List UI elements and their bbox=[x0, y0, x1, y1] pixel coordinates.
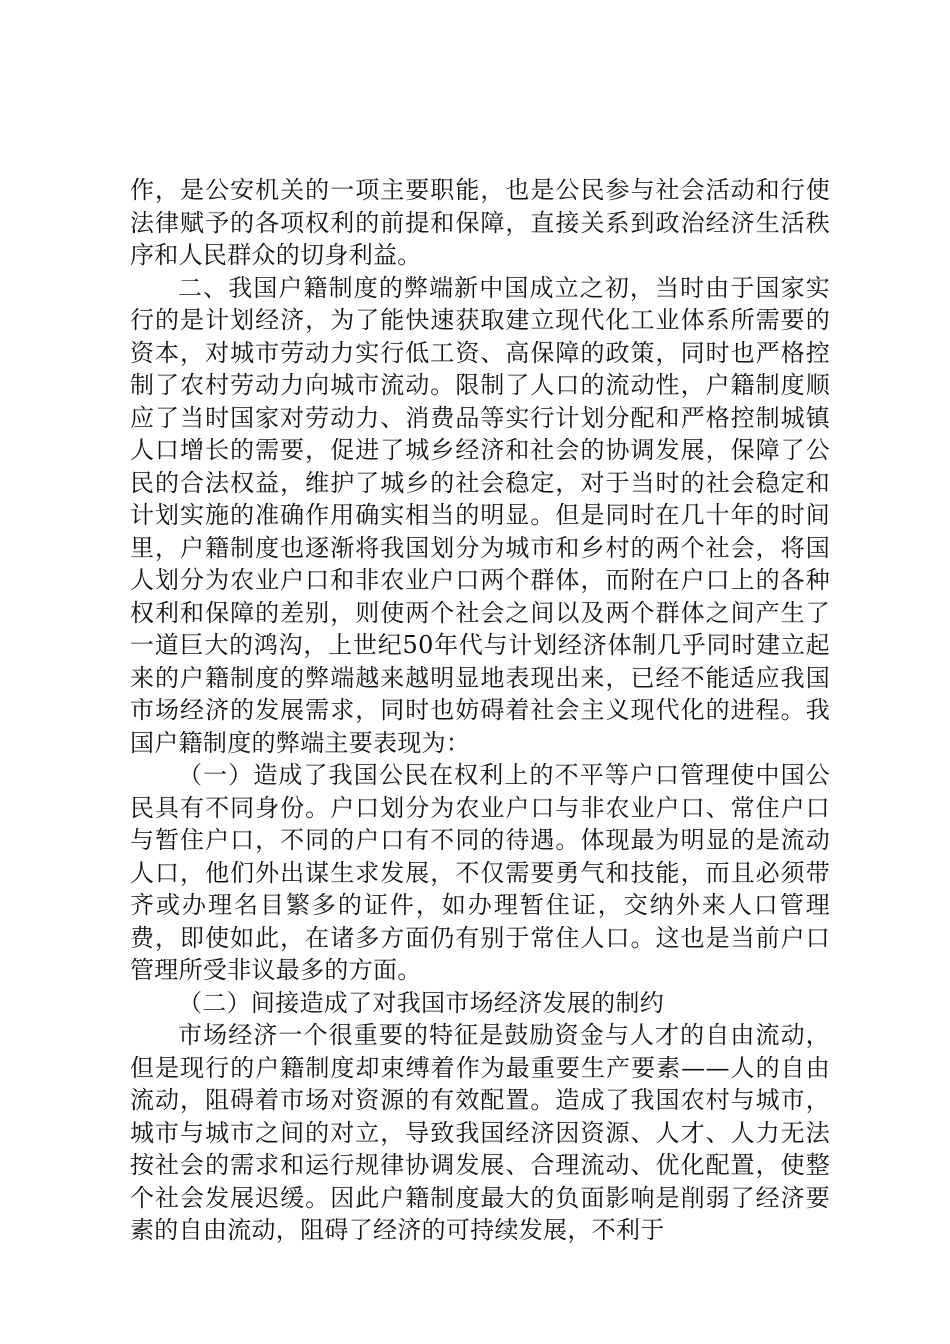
paragraph-2: 二、我国户籍制度的弊端新中国成立之初，当时由于国家实行的是计划经济，为了能快速获取建立现代化工业体系所需要的资本，对城市劳动力实行低工资、高保障的政策，同时也严格控制了农村劳动力向城市流动。限制了人口的流动性，户籍制度顺应了当时国家对劳动力、消费品等实行计划分配和严格控制城镇人口增长的需要，促进了城乡经济和社会的协调发展，保障了公民的合法权益，维护了城乡的社会稳定，对于当时的社会稳定和计划实施的准确作用确实相当的明显。但是同时在几十年的时间里，户籍制度也逐渐将我国划分为城市和乡村的两个社会，将国人划分为农业户口和非农业户口两个群体，而附在户口上的各种权利和保障的差别，则使两个社会之间以及两个群体之间产生了一道巨大的鸿沟，上世纪50年代与计划经济体制几乎同时建立起来的户籍制度的弊端越来越明显地表现出来，已经不能适应我国市场经济的发展需求，同时也妨碍着社会主义现代化的进程。我国户籍制度的弊端主要表现为： bbox=[130, 273, 830, 757]
paragraph-1: 作，是公安机关的一项主要职能，也是公民参与社会活动和行使法律赋予的各项权利的前提和保障，直接关系到政治经济生活秩序和人民群众的切身利益。 bbox=[130, 176, 830, 269]
document-page bbox=[130, 174, 830, 1247]
paragraph-4: （二）间接造成了对我国市场经济发展的制约 bbox=[178, 988, 664, 1017]
paragraph-3: （一）造成了我国公民在权利上的不平等户口管理使中国公民具有不同身份。户口划分为农业户口与非农业户口、常住户口与暂住户口，不同的户口有不同的待遇。体现最为明显的是流动人口，他们外出谋生求发展，不仅需要勇气和技能，而且必须带齐或办理名目繁多的证件，如办理暂住证，交纳外来人口管理费，即使如此，在诸多方面仍有别于常住人口。这也是当前户口管理所受非议最多的方面。 bbox=[130, 761, 830, 984]
paragraph-5: 市场经济一个很重要的特征是鼓励资金与人才的自由流动，但是现行的户籍制度却束缚着作为最重要生产要素——人的自由流动，阻碍着市场对资源的有效配置。造成了我国农村与城市，城市与城市之间的对立，导致我国经济因资源、人才、人力无法按社会的需求和运行规律协调发展、合理流动、优化配置，使整个社会发展迟缓。因此户籍制度最大的负面影响是削弱了经济要素的自由流动，阻碍了经济的可持续发展，不利于 bbox=[130, 1021, 830, 1244]
